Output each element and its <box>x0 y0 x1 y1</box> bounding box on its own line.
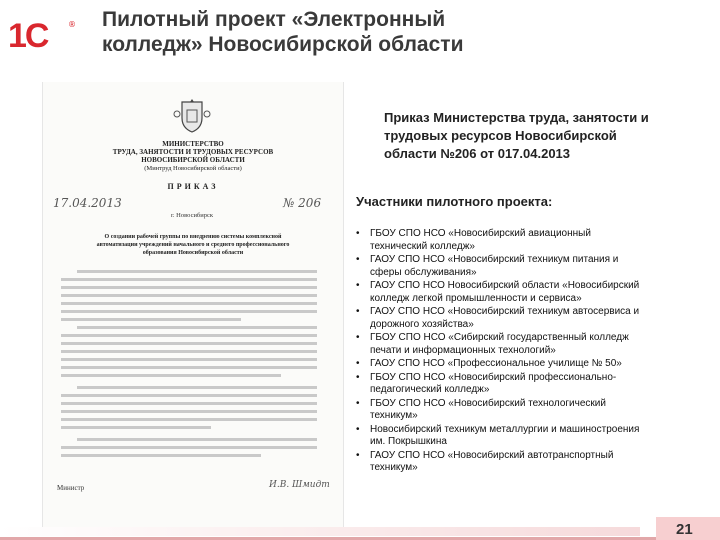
bullet-icon: • <box>356 397 360 409</box>
slide-title <box>102 7 682 57</box>
doc-ministry-line-2: ТРУДА, ЗАНЯТОСТИ И ТРУДОВЫХ РЕСУРСОВ <box>112 148 274 156</box>
doc-subject-line-1: О создании рабочей группы по внедрению системы комплексной <box>104 234 282 240</box>
list-item: • ГБОУ СПО НСО «Сибирский государственный колледж печати и информационных технологий» <box>356 332 629 356</box>
list-item: • ГБОУ СПО НСО «Новосибирский профессионально- педагогический колледж» <box>356 371 617 395</box>
participants-heading: Участники пилотного проекта: <box>356 194 553 209</box>
bullet-icon: • <box>356 254 360 265</box>
bullet-icon: • <box>356 358 360 369</box>
1c-logo <box>8 17 76 55</box>
list-item: • ГБОУ СПО НСО «Новосибирский технологический техникум» <box>356 397 606 421</box>
bullet-icon: • <box>356 332 360 343</box>
page-number: 21 <box>676 521 693 538</box>
caption-line-1: Приказ Министерства труда, занятости и <box>384 110 649 125</box>
title-line-1: Пилотный проект «Электронный <box>102 8 446 31</box>
doc-number: № 206 <box>283 196 322 210</box>
caption-line-2: трудовых ресурсов Новосибирской <box>384 128 617 143</box>
bullet-icon: • <box>356 306 360 317</box>
logo-text: 1С <box>8 17 48 55</box>
doc-ministry-line-3: НОВОСИБИРСКОЙ ОБЛАСТИ <box>141 156 245 164</box>
doc-signer-title: Министр <box>57 484 85 492</box>
list-item: • Новосибирский техникум металлургии и машиностроения им. Покрышкина <box>356 423 640 447</box>
doc-signer-name: И.В. Шмидт <box>269 480 330 490</box>
doc-order-word: ПРИКАЗ <box>167 182 219 191</box>
bullet-icon: • <box>356 449 360 461</box>
list-item: • ГБОУ СПО НСО «Новосибирский авиационный технический колледж» <box>356 228 591 252</box>
doc-ministry-line-1: МИНИСТЕРСТВО <box>162 140 224 148</box>
doc-ministry-line-4: (Минтруд Новосибирской области) <box>144 165 242 172</box>
coat-of-arms-icon <box>173 96 211 134</box>
caption-line-3: области №206 от 017.04.2013 <box>384 146 571 161</box>
list-item: • ГАОУ СПО НСО Новосибирский области «Новосибирский колледж легкой промышленности и сервиса» <box>356 280 640 304</box>
slide-header <box>0 0 720 70</box>
registered-mark: ® <box>68 20 76 29</box>
list-item: • ГАОУ СПО НСО «Профессиональное училище № 50» <box>356 358 622 369</box>
list-item: • ГАОУ СПО НСО «Новосибирский техникум автосервиса и дорожного хозяйства» <box>356 306 640 330</box>
doc-subject-line-3: образования Новосибирской области <box>142 250 244 256</box>
order-document-scan <box>42 82 344 536</box>
title-line-2: колледж» Новосибирской области <box>102 33 464 56</box>
bullet-icon: • <box>356 280 360 291</box>
bullet-icon: • <box>356 228 360 239</box>
list-item: • ГАОУ СПО НСО «Новосибирский автотранспортный техникум» <box>356 449 614 473</box>
doc-city: г. Новосибирск <box>171 212 214 219</box>
footer-gradient <box>0 527 640 536</box>
bullet-icon: • <box>356 371 360 383</box>
doc-subject-line-2: автоматизации учреждений начального и среднего профессионального <box>96 242 290 248</box>
doc-date: 17.04.2013 <box>53 196 122 210</box>
order-caption <box>384 109 704 163</box>
bullet-icon: • <box>356 423 360 435</box>
list-item: • ГАОУ СПО НСО «Новосибирский техникум питания и сферы обслуживания» <box>356 254 619 278</box>
participants-list <box>356 228 716 476</box>
